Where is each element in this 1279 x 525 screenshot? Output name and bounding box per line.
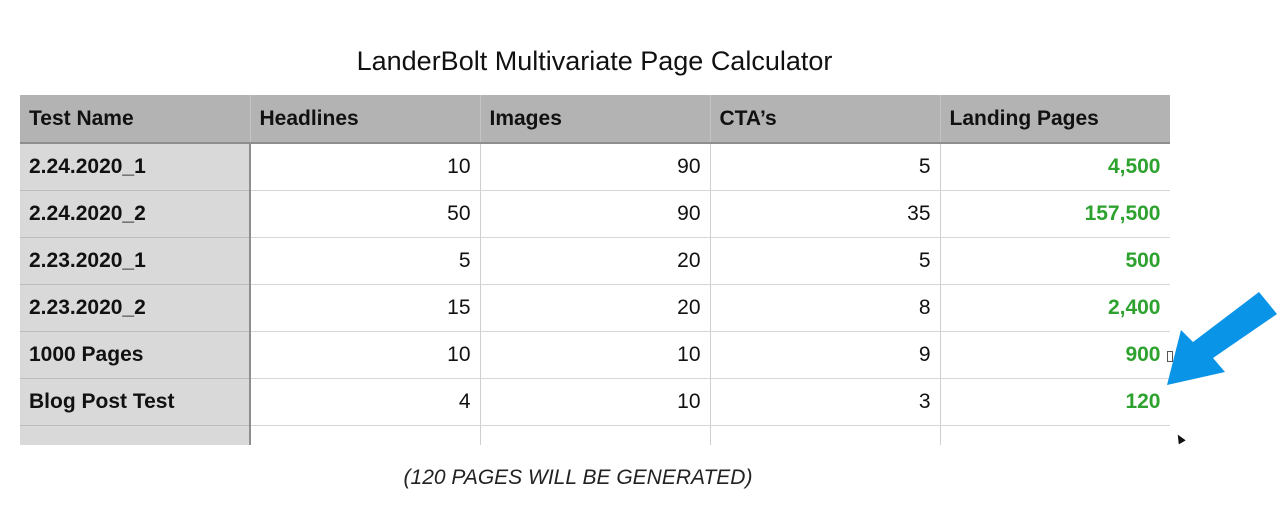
headlines-cell[interactable]: 10 [250, 143, 480, 190]
empty-cell[interactable] [710, 425, 940, 445]
headlines-cell[interactable]: 15 [250, 284, 480, 331]
calculator-table [20, 95, 1170, 445]
images-cell[interactable]: 20 [480, 284, 710, 331]
table-row [20, 331, 1170, 378]
ctas-cell[interactable]: 5 [710, 237, 940, 284]
headlines-cell[interactable]: 4 [250, 378, 480, 425]
images-cell[interactable]: 10 [480, 331, 710, 378]
empty-cell[interactable] [480, 425, 710, 445]
test-name-cell[interactable]: Blog Post Test [20, 378, 250, 425]
column-header-landing-pages[interactable]: Landing Pages [940, 95, 1170, 143]
column-header-test-name[interactable]: Test Name [20, 95, 250, 143]
test-name-cell[interactable]: 1000 Pages [20, 331, 250, 378]
ctas-cell[interactable]: 9 [710, 331, 940, 378]
images-cell[interactable]: 20 [480, 237, 710, 284]
mouse-pointer-icon [1174, 433, 1185, 445]
table-row [20, 378, 1170, 425]
ctas-cell[interactable]: 5 [710, 143, 940, 190]
images-cell[interactable]: 10 [480, 378, 710, 425]
ctas-cell[interactable]: 3 [710, 378, 940, 425]
ctas-cell[interactable]: 8 [710, 284, 940, 331]
landing-pages-cell[interactable]: 120 [940, 378, 1170, 425]
headlines-cell[interactable]: 10 [250, 331, 480, 378]
landing-pages-cell[interactable]: 4,500 [940, 143, 1170, 190]
test-name-cell[interactable]: 2.23.2020_1 [20, 237, 250, 284]
page-title: LanderBolt Multivariate Page Calculator [356, 46, 833, 76]
landing-pages-cell[interactable]: 500 [940, 237, 1170, 284]
landing-pages-cell[interactable]: 900 [940, 331, 1170, 378]
column-header-images[interactable]: Images [480, 95, 710, 143]
header-row [20, 95, 1170, 143]
test-name-cell[interactable]: 2.24.2020_1 [20, 143, 250, 190]
table-row [20, 284, 1170, 331]
empty-row [20, 425, 1170, 445]
landing-pages-cell[interactable]: 2,400 [940, 284, 1170, 331]
headlines-cell[interactable]: 50 [250, 190, 480, 237]
empty-cell[interactable] [940, 425, 1170, 445]
ctas-cell[interactable]: 35 [710, 190, 940, 237]
table-row [20, 143, 1170, 190]
empty-cell[interactable] [250, 425, 480, 445]
test-name-cell[interactable]: 2.24.2020_2 [20, 190, 250, 237]
column-header-headlines[interactable]: Headlines [250, 95, 480, 143]
arrow-down-left-icon [1155, 290, 1279, 390]
empty-cell[interactable] [20, 425, 250, 445]
generated-pages-caption: (120 PAGES WILL BE GENERATED) [403, 466, 753, 489]
images-cell[interactable]: 90 [480, 143, 710, 190]
images-cell[interactable]: 90 [480, 190, 710, 237]
test-name-cell[interactable]: 2.23.2020_2 [20, 284, 250, 331]
headlines-cell[interactable]: 5 [250, 237, 480, 284]
column-header-ctas[interactable]: CTA’s [710, 95, 940, 143]
landing-pages-cell[interactable]: 157,500 [940, 190, 1170, 237]
table-row [20, 190, 1170, 237]
table-row [20, 237, 1170, 284]
